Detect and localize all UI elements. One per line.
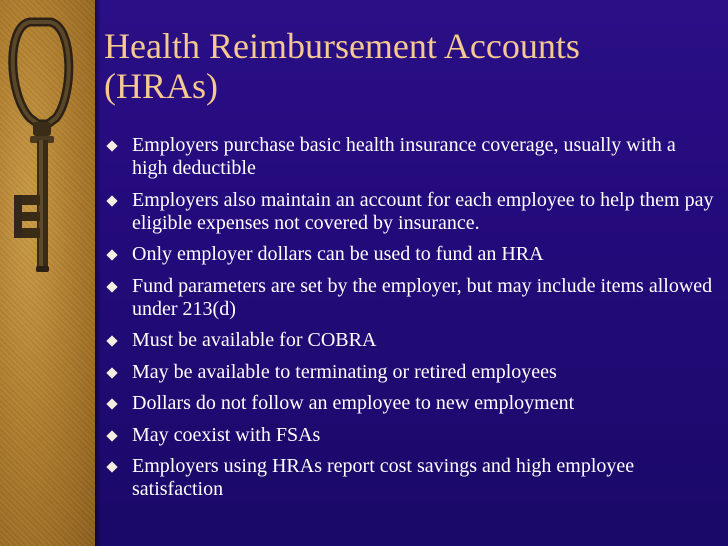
bullet-text: May be available to terminating or retired employees: [132, 360, 557, 383]
diamond-bullet-icon: [106, 335, 117, 346]
bullet-item: [104, 392, 714, 415]
bullet-item: [104, 455, 714, 501]
title-line-1: Health Reimbursement Accounts: [104, 26, 580, 66]
bullet-item: [104, 134, 714, 180]
slide-title: [104, 26, 704, 106]
bullet-item: [104, 189, 714, 235]
diamond-bullet-icon: [106, 140, 117, 151]
diamond-bullet-icon: [106, 461, 117, 472]
diamond-bullet-icon: [106, 398, 117, 409]
bullet-text: Dollars do not follow an employee to new employment: [132, 392, 575, 414]
bullet-item: [104, 275, 714, 321]
key-icon: [0, 0, 95, 546]
bullet-item: [104, 243, 714, 266]
bullet-text: Must be available for COBRA: [132, 329, 377, 351]
bullet-item: [104, 424, 714, 447]
bullet-text: Fund parameters are set by the employer, but may include items allowed under 213(d): [132, 274, 713, 320]
bullet-item: [104, 361, 714, 384]
diamond-bullet-icon: [106, 430, 117, 441]
diamond-bullet-icon: [106, 249, 117, 260]
bullet-list: [104, 134, 714, 510]
strip-shadow: [95, 0, 101, 546]
bullet-text: Only employer dollars can be used to fund an HRA: [132, 243, 544, 265]
diamond-bullet-icon: [106, 367, 117, 378]
bullet-text: Employers also maintain an account for each employee to help them pay eligible expenses not covered by insurance.: [132, 188, 714, 234]
title-line-2: (HRAs): [104, 66, 218, 106]
bullet-text: May coexist with FSAs: [132, 423, 321, 446]
diamond-bullet-icon: [106, 195, 117, 206]
bullet-text: Employers purchase basic health insurance coverage, usually with a high deductible: [132, 134, 676, 179]
diamond-bullet-icon: [106, 281, 117, 292]
bullet-text: Employers using HRAs report cost savings and high employee satisfaction: [132, 455, 635, 500]
bullet-item: [104, 329, 714, 352]
